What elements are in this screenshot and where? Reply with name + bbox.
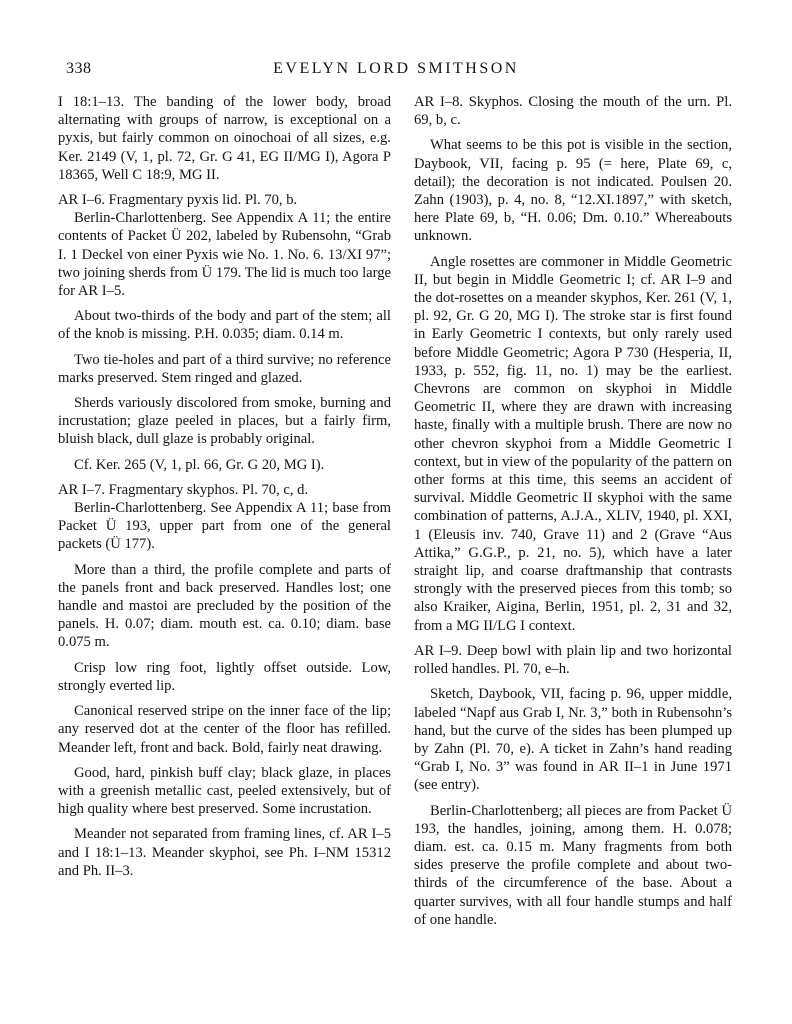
paragraph: Angle rosettes are commoner in Middle Geometric II, but begin in Middle Geometric I; cf. AR I–9 and the dot-rosettes on a meander skyphos, Ker. 261 (V, 1, pl. 92, Gr. G 20, MG I). The stroke star is first found in Early Geometric I contexts, but only rarely used before Middle Geometric; Agora P 730 (Hesperia, II, 1933, p. 552, fig. 11, no. 1) may be the earliest. Chevrons are common on skyphoi in Middle Geometric II, where they are drawn with increasing haste, finally with a multiple brush. There are now no other chevron skyphoi from a Middle Geometric I context, but in view of the popularity of the pattern on other forms at this time, this seems an accident of survival. Middle Geometric II skyphoi with the same combination of patterns, A.J.A., XLIV, 1940, pl. XXI, 1 (Eleusis inv. 740, Grave 11) and 2 (Grave “Aus Attika,” G.G.P., p. 21, no. 5), which have a later straight lip, and coarse draftmanship that contrasts strongly with the preserved pieces from this tomb; so also Kraiker, Aigina, Berlin, 1951, pl. 2, 31 and 32, from a MG II/LG I context. — [414, 253, 732, 634]
paragraph: Sketch, Daybook, VII, facing p. 96, upper middle, labeled “Napf aus Grab I, Nr. 3,” both in Rubensohn’s hand, but the curve of the sides has been plumped up by Zahn (Pl. 70, e). A ticket in Zahn’s hand reading “Grab I, No. 3” was found in AR II–1 in June 1971 (see entry). — [414, 686, 732, 794]
page-number: 338 — [66, 60, 92, 77]
paragraph: Cf. Ker. 265 (V, 1, pl. 66, Gr. G 20, MG I). — [74, 456, 325, 473]
paragraph: Sherds variously discolored from smoke, burning and incrustation; glaze peeled in places, but a fairly firm, bluish black, dull glaze is probably original. — [58, 395, 391, 448]
catalogue-entry-heading: AR I–7. Fragmentary skyphos. Pl. 70, c, d. — [58, 481, 309, 498]
paragraph: More than a third, the profile complete and parts of the panels front and back preserved. Handles lost; one handle and mastoi are precluded by the position of the panels. H. 0.07; diam. mouth est. ca. 0.10; diam. base 0.075 m. — [58, 561, 391, 651]
catalogue-entry-heading: AR I–9. Deep bowl with plain lip and two horizontal rolled handles. Pl. 70, e–h. — [414, 642, 732, 678]
paragraph: Good, hard, pinkish buff clay; black glaze, in places with a greenish metallic cast, peeled extensively, but of high quality where best preserved. Some incrustation. — [58, 764, 391, 818]
paragraph: Meander not separated from framing lines, cf. AR I–5 and I 18:1–13. Meander skyphoi, see Ph. I–NM 15312 and Ph. II–3. — [58, 826, 391, 879]
left-column — [58, 93, 391, 880]
running-title: EVELYN LORD SMITHSON — [273, 60, 519, 77]
paragraph: Berlin-Charlottenberg. See Appendix A 11; the entire contents of Packet Ü 202, labeled by Rubensohn, “Grab I. 1 Deckel von einer Pyxis wie No. 1. No. 6. 13/XI 97”; two joining sherds from Ü 179. The lid is much too large for AR I–5. — [58, 210, 391, 300]
paragraph: About two-thirds of the body and part of the stem; all of the knob is missing. P.H. 0.035; diam. 0.14 m. — [58, 308, 391, 343]
paragraph: Crisp low ring foot, lightly offset outside. Low, strongly everted lip. — [58, 659, 391, 694]
paragraph: Canonical reserved stripe on the inner face of the lip; any reserved dot at the center of the floor has refilled. Meander left, front and back. Bold, fairly neat drawing. — [58, 703, 391, 756]
running-header — [0, 60, 792, 84]
paragraph: Berlin-Charlottenberg; all pieces are from Packet Ü 193, the handles, joining, among them. H. 0.078; diam. est. ca. 0.15 m. Many fragments from both sides preserve the profile complete and about two-thirds of the circumference of the base. About a quarter survives, with all four handle stumps and half of one handle. — [414, 802, 732, 928]
catalogue-entry-heading: AR I–8. Skyphos. Closing the mouth of the urn. Pl. 69, b, c. — [414, 94, 732, 129]
catalogue-entry-heading: AR I–6. Fragmentary pyxis lid. Pl. 70, b. — [58, 192, 298, 209]
paragraph: Berlin-Charlottenberg. See Appendix A 11; base from Packet Ü 193, upper part from one of the general packets (Ü 177). — [58, 500, 391, 553]
paragraph: I 18:1–13. The banding of the lower body, broad alternating with groups of narrow, is exceptional on a pyxis, but fairly common on oinochoai of all sizes, e.g. Ker. 2149 (V, 1, pl. 72, Gr. G 41, EG II/MG I), Agora P 18365, Well C 18:9, MG II. — [58, 94, 391, 183]
paragraph: What seems to be this pot is visible in the section, Daybook, VII, facing p. 95 (= here, Plate 69, c, detail); the decoration is not indicated. Poulsen 20. Zahn (1903), p. 4, no. 8, “12.XI.1897,” with sketch, here Plate 69, b, “H. 0.06; Dm. 0.10.” Whereabouts unknown. — [414, 137, 732, 245]
paragraph: Two tie-holes and part of a third survive; no reference marks preserved. Stem ringed and glazed. — [58, 351, 391, 386]
right-column — [414, 93, 732, 929]
